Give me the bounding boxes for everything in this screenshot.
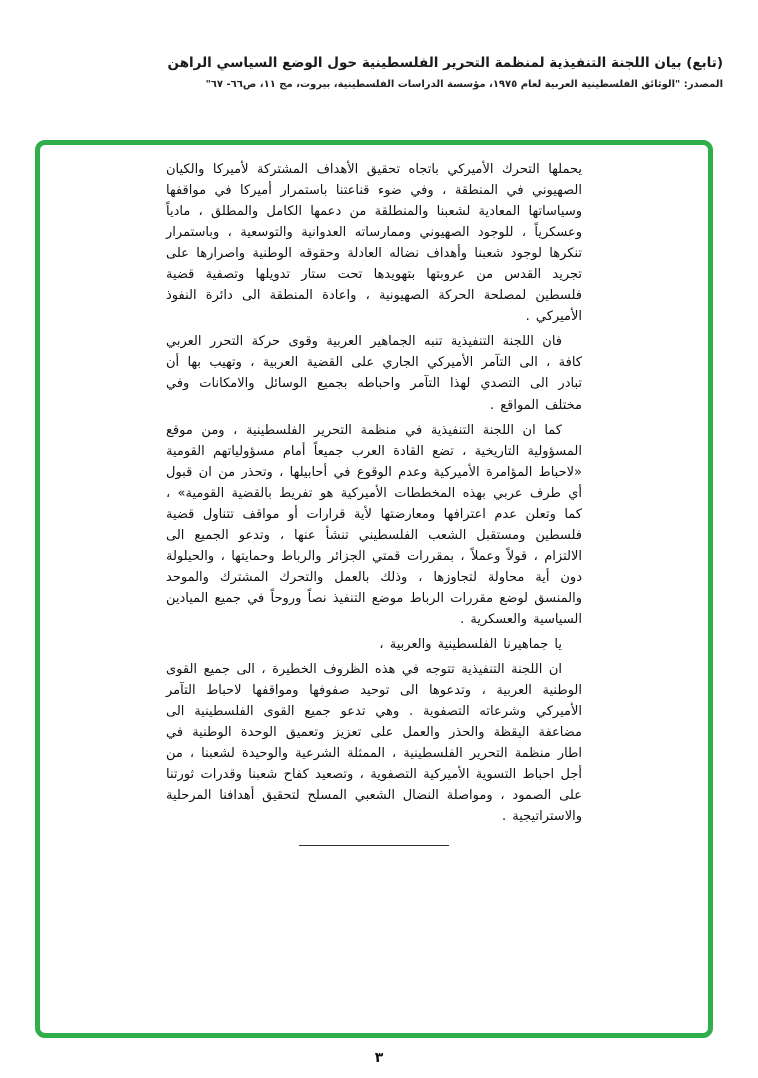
body-text-column [166,159,582,846]
document-header [35,55,723,90]
page-border-frame [35,140,713,1038]
body-paragraph: ان اللجنة التنفيذية تتوجه في هذه الظروف الخطيرة ، الى جميع القوى الوطنية العربية ، وتدعوها الى توحيد صفوفها ومواقفها لاحباط التآمر الأميركي وشرعاته التصفوية . وهي تدعو جميع القوى الفلسطينية الى مضاعفة اليقظة والحذر والعمل على تعزيز وتعميق الوحدة الوطنية في اطار منظمة التحرير الفلسطينية ، الممثلة الشرعية والوحيدة لشعبنا ، من أجل احباط التسوية الأميركية التصفوية ، وتصعيد كفاح شعبنا وقدرات ثورتنا على الصمود ، ومواصلة النضال الشعبي المسلح لتحقيق أهدافنا المرحلية والاستراتيجية . [166,662,582,825]
source-citation: المصدر: "الوثائق الفلسطينية العربية لعام ١٩٧٥، مؤسسة الدراسات الفلسطينية، بيروت، مج ١١، ص٦٦- ٦٧" [205,79,723,90]
body-paragraph: فان اللجنة التنفيذية تنبه الجماهير العربية وقوى حركة التحرر العربي كافة ، الى التآمر الأميركي الجاري على القضية العربية ، وتهيب بها أن تبادر الى التصدي لهذا التآمر واحباطه بجميع الوسائل والامكانات وفي مختلف المواقع . [166,334,582,413]
page-footer [0,1050,758,1066]
page-number: ٣ [374,1050,384,1066]
section-divider [299,845,449,846]
body-paragraph: يا جماهيرنا الفلسطينية والعربية ، [379,637,562,653]
body-paragraph: يحملها التحرك الأميركي باتجاه تحقيق الأهداف المشتركة لأميركا والكيان الصهيوني في المنطقة ، وفي ضوء قناعتنا باستمرار أميركا في مواقفها وسياساتها المعادية لشعبنا والمنطلقة من دعمها الكامل والمطلق ، مادياً وعسكرياً ، للوجود الصهيوني وممارساته العدوانية والتوسعية ، وباستمرار تنكرها لوجود شعبنا وأهداف نضاله العادلة وحقوقه الوطنية واصرارها على تجريد القدس من عروبتها بتهويدها تحت ستار تدويلها وتصفية قضية فلسطين لمصلحة الحركة الصهيونية ، واعادة المنطقة الى دائرة النفوذ الأميركي . [166,162,582,325]
document-title: (تابع) بيان اللجنة التنفيذية لمنظمة التحرير الفلسطينية حول الوضع السياسي الراهن [167,55,723,71]
body-paragraph: كما ان اللجنة التنفيذية في منظمة التحرير الفلسطينية ، ومن موقع المسؤولية التاريخية ، تضع القادة العرب جميعاً أمام مسؤولياتهم القومية «لاحباط المؤامرة الأميركية وعدم الوقوع في أحابيلها ، وتحذر من ان قبول أي طرف عربي بهذه المخططات الأميركية هو تفريط بالقضية القومية» ، كما وتعلن عدم اعترافها ومعارضتها لأية قرارات أو مواقف تتناول قضية فلسطين ومستقبل الشعب الفلسطيني تنشأ عنها ، وتدعو الجميع الى الالتزام ، قولاً وعملاً ، بمقررات قمتي الجزائر والرباط وحمايتها ، والحيلولة دون أية محاولة لتجاوزها ، وذلك بالعمل والتحرك المشترك والموحد والمنسق لوضع مقررات الرباط موضع التنفيذ نصاً وروحاً في جميع الميادين السياسية والعسكرية . [166,422,582,627]
